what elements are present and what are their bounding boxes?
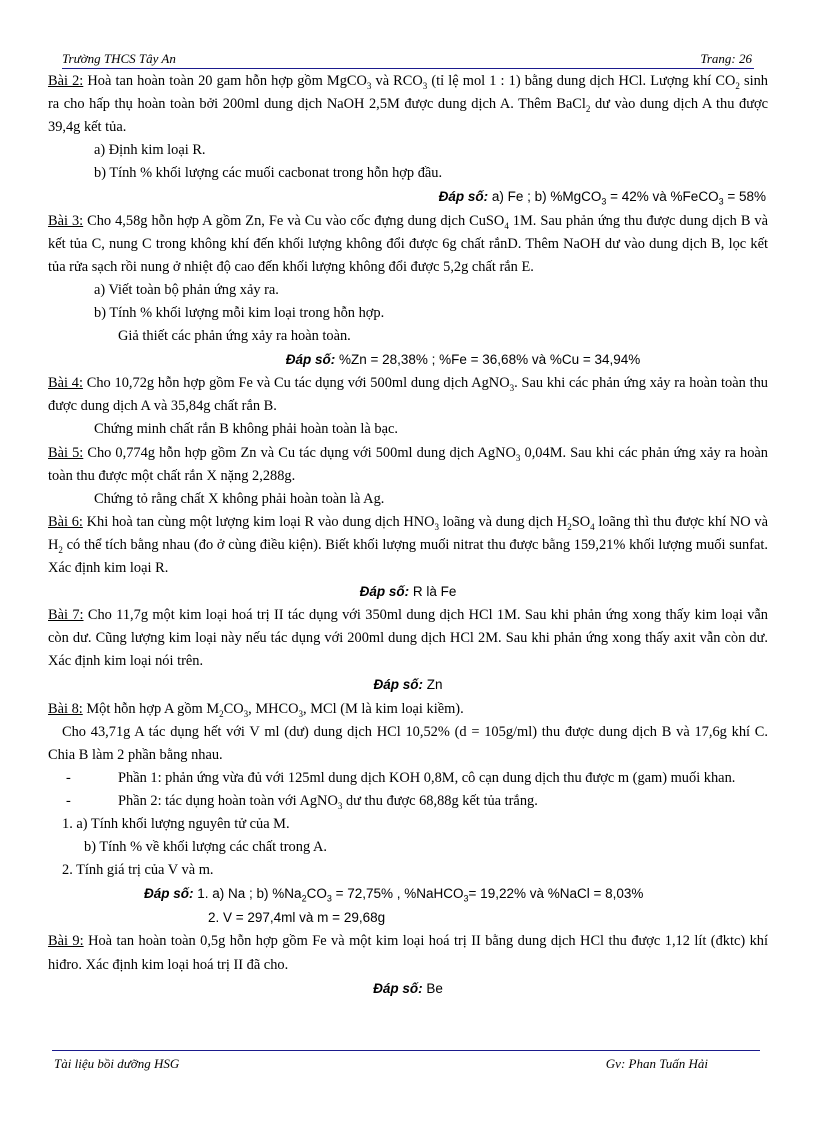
problem-3-question-b: b) Tính % khối lượng mỗi kim loại trong hỗn hợp. <box>94 304 385 321</box>
page-header <box>62 50 754 69</box>
problem-4: Bài 4: Cho 10,72g hỗn hợp gồm Fe và Cu tác dụng với 500ml dung dịch AgNO$_3$. Sau khi các phản ứng xảy ra hoàn toàn thu được dung dịch A và 35,84g chất rắn B. <box>48 375 768 415</box>
problem-2-question-a: a) Định kim loại R. <box>94 142 206 159</box>
problem-7-label: Bài 7: <box>48 607 84 624</box>
school-name: Trường THCS Tây An <box>62 51 176 66</box>
problem-3-note: Giả thiết các phản ứng xảy ra hoàn toàn. <box>118 328 351 345</box>
document-title: Tài liệu bồi dưỡng HSG <box>54 1056 180 1071</box>
problem-6-label: Bài 6: <box>48 513 83 530</box>
problem-3: Bài 3: Cho 4,58g hỗn hợp A gồm Zn, Fe và Cu vào cốc đựng dung dịch CuSO$_4$ 1M. Sau phản ứng thu được dung dịch B và kết tủa C, nung C trong không khí đến khối lượng không đổi được 6g chất rắnD. Thêm NaOH dư vào dung dịch B, lọc kết tủa rửa sạch rồi nung ở nhiệt độ cao đến khối lượng không đổi được 5,2g chất rắn E. <box>48 212 769 275</box>
problem-3-question-a: a) Viết toàn bộ phản ứng xảy ra. <box>94 281 279 298</box>
problem-4-label: Bài 4: <box>48 375 83 392</box>
problem-8-part-2: - Phần 2: tác dụng hoàn toàn với AgNO$_3$ dư thu được 68,88g kết tủa trắng. <box>66 792 538 811</box>
document-body <box>48 70 768 1001</box>
problem-5-label: Bài 5: <box>48 444 84 461</box>
problem-5: Bài 5: Cho 0,774g hỗn hợp gồm Zn và Cu tác dụng với 500ml dung dịch AgNO$_3$ 0,04M. Sau khi các phản ứng xảy ra hoàn toàn thu được một chất rắn X nặng 2,288g. <box>48 444 768 484</box>
problem-7-answer: Đáp số: Zn <box>373 677 443 693</box>
problem-8-question-2: 2. Tính giá trị của V và m. <box>62 862 214 879</box>
problem-6-answer: Đáp số: R là Fe <box>359 584 457 600</box>
problem-8-part-1: - Phần 1: phản ứng vừa đủ với 125ml dung dịch KOH 0,8M, cô cạn dung dịch thu được m (gam) muối khan. <box>66 769 736 786</box>
problem-7: Bài 7: Cho 11,7g một kim loại hoá trị II tác dụng với 350ml dung dịch HCl 1M. Sau khi phản ứng xong thấy kim loại vẫn còn dư. Cũng lượng kim loại này nếu tác dụng với 200ml dung dịch HCl 2M. Sau khi phản ứng xong thấy axit vẫn còn dư. Xác định kim loại nói trên. <box>48 607 768 670</box>
problem-2-question-b: b) Tính % khối lượng các muối cacbonat trong hỗn hợp đầu. <box>94 165 443 182</box>
page-footer <box>52 1050 760 1071</box>
problem-6: Bài 6: Khi hoà tan cùng một lượng kim loại R vào dung dịch $HNO_3$ loãng và dung dịch $H_2SO_4$ loãng thì thu được khí NO và $H_2$ có thể tích bằng nhau (đo ở cùng điều kiện). Biết khối lượng muối nitrat thu được bằng 159,21% khối lượng muối sunfat. Xác định kim loại R. <box>48 513 769 576</box>
problem-8: Bài 8: Một hỗn hợp A gồm $M_2CO_3$, $MHCO_3$, MCl (M là kim loại kiềm). <box>48 700 464 719</box>
problem-8-label: Bài 8: <box>48 700 83 717</box>
problem-3-label: Bài 3: <box>48 212 84 229</box>
problem-5-note: Chứng tỏ rằng chất X không phải hoàn toàn là Ag. <box>94 490 385 507</box>
problem-3-answer: Đáp số: %Zn = 28,38% ; %Fe = 36,68% và %Cu = 34,94% <box>285 352 641 368</box>
page-number: Trang: 26 <box>700 51 752 66</box>
problem-2-answer: Đáp số: a) Fe ; b) %MgCO$_3$ = 42% và %FeCO$_3$ = 58% <box>438 189 766 208</box>
problem-8-question-1b: b) Tính % về khối lượng các chất trong A. <box>84 839 327 856</box>
problem-8-body: Cho 43,71g A tác dụng hết với V ml (dư) dung dịch HCl 10,52% (d = 105g/ml) thu được dung dịch B và 17,6g khí C. Chia B làm 2 phần bằng nhau. <box>48 723 768 763</box>
problem-2-label: Bài 2: <box>48 73 84 89</box>
problem-8-answer-1: Đáp số: 1. a) Na ; b) $\%Na_2CO_3 = 72,75\%$ , %NaHCO$_3$= 19,22% và %NaCl = 8,03% <box>144 886 644 904</box>
problem-9: Bài 9: Hoà tan hoàn toàn 0,5g hỗn hợp gồm Fe và một kim loại hoá trị II bằng dung dịch HCl thu được 1,12 lít (đktc) khí hiđro. Xác định kim loại hoá trị II đã cho. <box>48 933 768 973</box>
problem-9-label: Bài 9: <box>48 933 84 950</box>
problem-8-answer-2: 2. V = 297,4ml và m = 29,68g <box>208 910 386 926</box>
problem-2: Bài 2: Hoà tan hoàn toàn 20 gam hỗn hợp gồm MgCO$_3$ và $RCO_3$ (tỉ lệ mol 1 : 1) bằng dung dịch HCl. Lượng khí $CO_2$ sinh ra cho hấp thụ hoàn toàn bởi 200ml dung dịch NaOH 2,5M được dung dịch A. Thêm BaCl$_2$ dư vào dung dịch A thu được 39,4g kết tủa. <box>48 73 768 136</box>
problem-8-question-1a: 1. a) Tính khối lượng nguyên tử của M. <box>62 816 290 832</box>
author-name: Gv: Phan Tuấn Hải <box>605 1056 708 1071</box>
problem-9-answer: Đáp số: Be <box>373 980 443 996</box>
problem-4-note: Chứng minh chất rắn B không phải hoàn toàn là bạc. <box>94 421 398 438</box>
